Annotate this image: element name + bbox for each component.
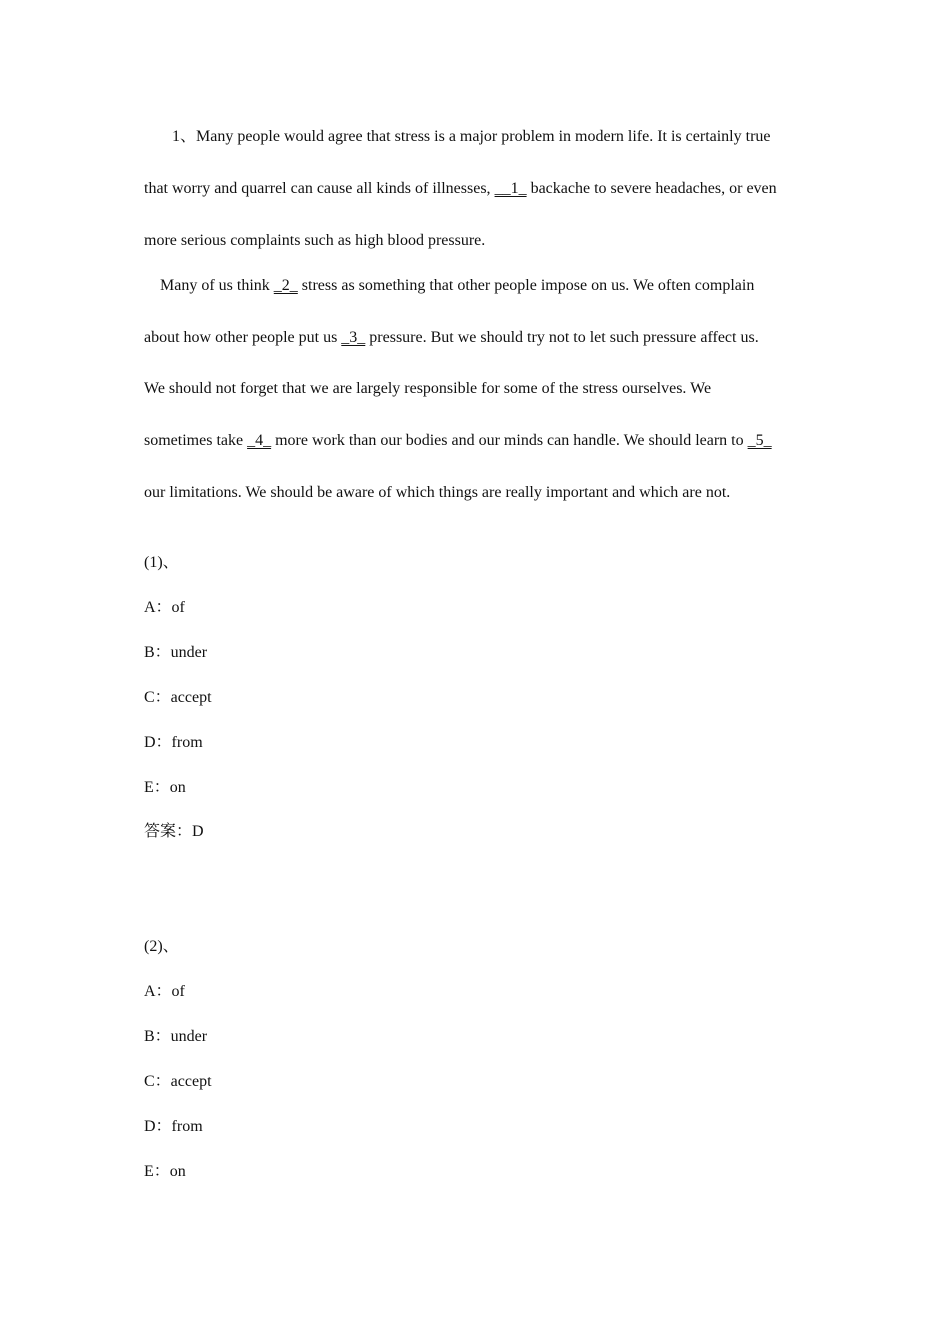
passage-p2-line2 — [144, 328, 759, 348]
passage-text: 1、Many people would agree that stress is a major problem in modern life. It is certainly true — [172, 128, 771, 145]
question-2-option-e: E：on — [144, 1163, 186, 1180]
question-1-number: (1)、 — [144, 554, 179, 571]
question-1-option-d: D：from — [144, 734, 203, 751]
passage-text: pressure. But we should try not to let such pressure affect us. — [365, 329, 759, 346]
blank-4: _4_ — [247, 432, 272, 449]
passage-text: stress as something that other people impose on us. We often complain — [297, 277, 755, 294]
blank-5: _5_ — [747, 432, 772, 449]
passage-p2-line1 — [160, 276, 754, 296]
passage-p2-line3 — [144, 379, 711, 399]
passage-text: our limitations. We should be aware of which things are really important and which are not. — [144, 484, 731, 501]
question-1-answer: 答案：D — [144, 823, 204, 840]
question-1-option-e: E：on — [144, 779, 186, 796]
passage-text: We should not forget that we are largely responsible for some of the stress ourselves. We — [144, 380, 712, 397]
question-2-option-b: B：under — [144, 1028, 208, 1045]
blank-2: _2_ — [273, 277, 298, 294]
passage-p1-line1 — [172, 127, 771, 147]
passage-p1-line3 — [144, 231, 485, 251]
passage-text: more work than our bodies and our minds can handle. We should learn to — [271, 432, 748, 449]
question-2-number: (2)、 — [144, 938, 179, 955]
passage-p2-line5 — [144, 483, 730, 503]
question-1-option-c: C：accept — [144, 689, 212, 706]
passage-text: sometimes take — [144, 432, 248, 449]
passage-p2-line4 — [144, 431, 772, 451]
passage-text: that worry and quarrel can cause all kinds of illnesses, — [144, 180, 495, 197]
question-1-option-a: A：of — [144, 599, 185, 616]
passage-text: Many of us think — [160, 277, 274, 294]
blank-3: _3_ — [341, 329, 366, 346]
passage-text: backache to severe headaches, or even — [526, 180, 777, 197]
passage-p1-line2 — [144, 179, 777, 199]
passage-text: about how other people put us — [144, 329, 342, 346]
question-2-option-c: C：accept — [144, 1073, 212, 1090]
question-1-option-b: B：under — [144, 644, 208, 661]
question-2-option-d: D：from — [144, 1118, 203, 1135]
passage-text: more serious complaints such as high blood pressure. — [144, 232, 486, 249]
question-2-option-a: A：of — [144, 983, 185, 1000]
blank-1: __1_ — [494, 180, 527, 197]
